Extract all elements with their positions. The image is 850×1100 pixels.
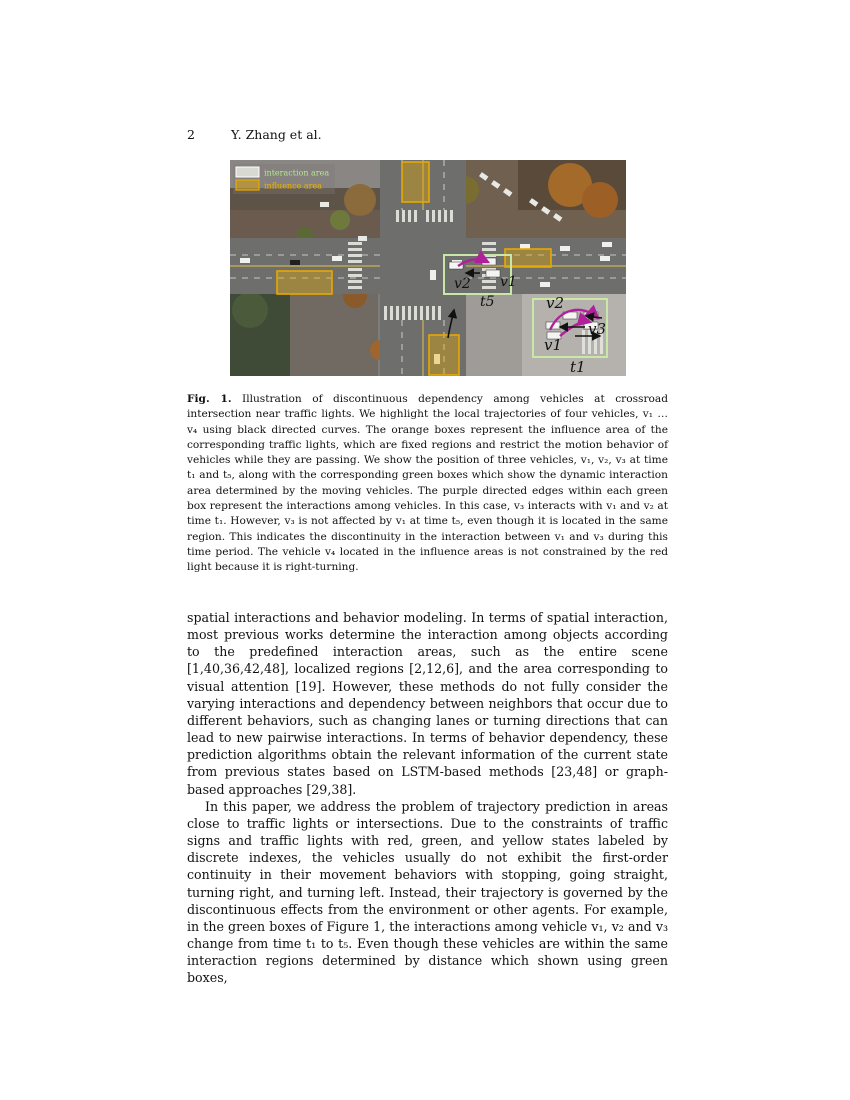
caption-label: Fig. 1. — [187, 393, 232, 405]
page-number: 2 — [187, 127, 195, 142]
intersection-aerial-photo — [230, 160, 626, 376]
label-v2-t1: v2 — [546, 294, 565, 312]
label-v1-t1: v1 — [544, 336, 563, 354]
figure-caption — [187, 392, 668, 576]
caption-text: Illustration of discontinuous dependency among vehicles at crossroad intersection near traffic lights. We highlight the local trajectories of four vehicles, v₁ … v₄ using black directed curves. The orange boxes represent the influence area of the corresponding traffic lights, which are fixed regions and restrict the motion behavior of vehicles while they are passing. We show the position of three vehicles, v₁, v₂, v₃ at time t₁ and t₅, along with the corresponding green boxes which show the dynamic interaction area determined by the moving vehicles. The purple directed edges within each green box represent the interactions among vehicles. In this case, v₃ interacts with v₁ and v₂ at time t₁. However, v₃ is not affected by v₁ at time t₅, even though it is located in the same region. This indicates the discontinuity in the interaction between v₁ and v₃ during this time period. The vehicle v₄ located in the influence areas is not constrained by the red light because it is right-turning. — [187, 393, 669, 574]
label-v1-t5: v1 — [500, 274, 517, 290]
legend-influence-label: influence area — [264, 181, 322, 191]
legend-interaction-label: interaction area — [264, 168, 330, 178]
running-header — [187, 127, 322, 142]
label-t1: t1 — [570, 358, 586, 376]
label-t5: t5 — [480, 294, 495, 310]
label-v3-t1: v3 — [588, 320, 607, 338]
figure-legend — [233, 164, 335, 194]
paragraph: In this paper, we address the problem of trajectory prediction in areas close to traffic lights or intersections. Due to the constraints of traffic signs and traffic lights with red, green, and yellow states labeled by discrete indexes, the vehicles usually do not exhibit the first-order continuity in their movement behaviors with stopping, going straight, turning right, and turning left. Instead, their trajectory is governed by the discontinuous effects from the environment or other agents. For example, in the green boxes of Figure 1, the interactions among vehicle v₁, v₂ and v₃ change from time t₁ to t₅. Even though these vehicles are within the same interaction regions determined by distance which shown using green boxes, — [187, 798, 668, 986]
label-v2-t5: v2 — [454, 276, 471, 292]
figure-1 — [230, 160, 626, 376]
body-text — [187, 609, 668, 986]
running-authors: Y. Zhang et al. — [231, 127, 322, 142]
paragraph: spatial interactions and behavior modeling. In terms of spatial interaction, most previous works determine the interaction among objects according to the predefined interaction areas, such as the entire scene [1,40,36,42,48], localized regions [2,12,6], and the area corresponding to visual attention [19]. However, these methods do not fully consider the varying interactions and dependency between neighbors that occur due to different behaviors, such as changing lanes or turning directions that can lead to new pairwise interactions. In terms of behavior dependency, these prediction algorithms obtain the relevant information of the current state from previous states based on LSTM-based methods [23,48] or graph-based approaches [29,38]. — [187, 610, 668, 797]
